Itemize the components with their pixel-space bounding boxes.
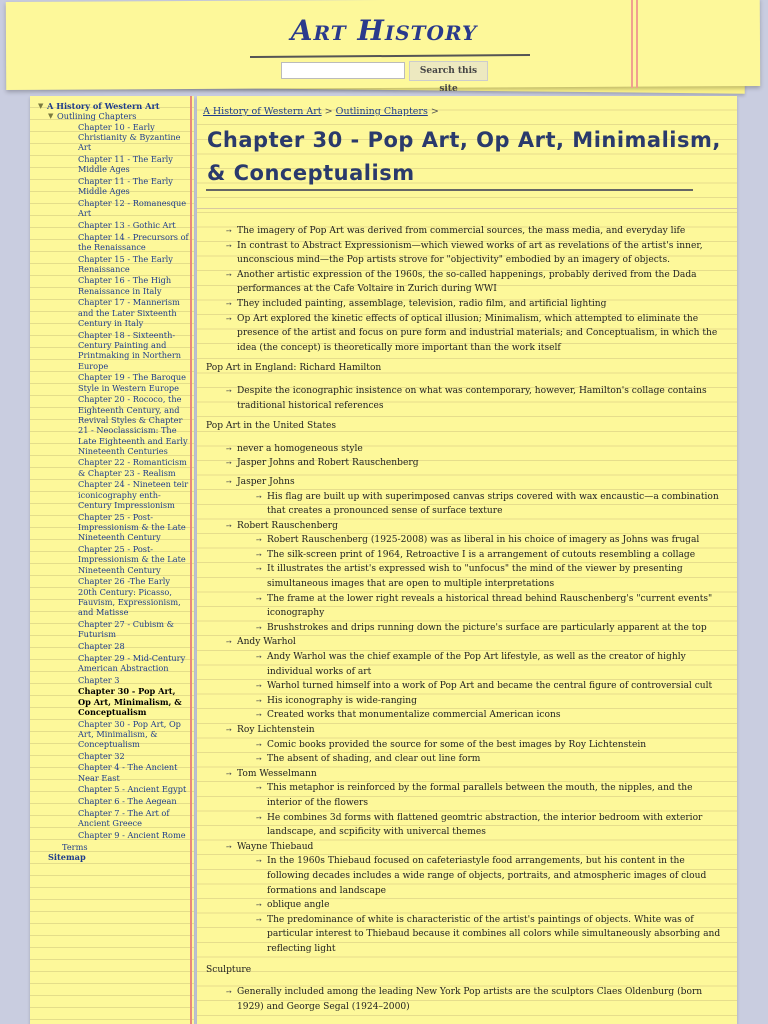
sidebar-item[interactable]: Chapter 13 - Gothic Art: [78, 219, 176, 230]
list-item: ➙ In contrast to Abstract Expressionism—which viewed works of art as revelations of the artist's inner, unconscious mind—the Pop artists strove for "objectivity" embodied by an imagery of objects.: [206, 239, 726, 268]
sidebar-item[interactable]: Chapter 4 - The Ancient Near East: [78, 762, 178, 783]
section-heading: Sculpture: [206, 964, 252, 975]
sub-item: ➙ His flag are built up with superimposed canvas strips covered with wax encaustic—a combination that creates a pronounced sense of surface texture: [206, 490, 726, 519]
sidebar-item[interactable]: Chapter 15 - The Early Renaissance: [78, 253, 173, 274]
sidebar-item[interactable]: Chapter 11 - The Early Middle Ages: [78, 153, 173, 175]
sidebar-item-current[interactable]: Chapter 30 - Pop Art, Op Art, Minimalism, & Conceptualism: [78, 686, 182, 717]
list-item: ➙ The imagery of Pop Art was derived from commercial sources, the mass media, and everyday life: [206, 224, 726, 239]
section-heading: Pop Art in England: Richard Hamilton: [206, 363, 382, 374]
expand-triangle-icon[interactable]: ▼: [48, 112, 54, 121]
title-rule: [206, 189, 693, 191]
nav-root[interactable]: ▼ A History of Western Art: [38, 101, 160, 111]
sub-item: ➙ The silk-screen print of 1964, Retroactive I is a arrangement of cutouts resembling a collage: [206, 548, 726, 563]
sidebar-item[interactable]: Chapter 3: [78, 674, 120, 685]
artist-name: ➙ Wayne Thiebaud: [206, 840, 726, 855]
sidebar-item[interactable]: Chapter 32: [78, 750, 125, 761]
sidebar-item[interactable]: Chapter 6 - The Aegean: [78, 796, 177, 807]
sidebar-item[interactable]: Chapter 30 - Pop Art, Op Art, Minimalism, & Conceptualism: [78, 718, 181, 750]
sub-item: ➙ The frame at the lower right reveals a historical thread behind Rauschenberg's "current events" iconography: [206, 592, 726, 621]
sidebar-sitemap[interactable]: Sitemap: [48, 851, 86, 862]
sidebar-item[interactable]: Chapter 22 - Romanticism & Chapter 23 - Realism: [78, 457, 187, 478]
list-item: ➙ Jasper Johns and Robert Rauschenberg: [206, 456, 726, 471]
sidebar-margin-line: [190, 96, 192, 1024]
sidebar-nav: [38, 101, 190, 862]
sidebar-terms[interactable]: Terms: [62, 841, 88, 852]
sub-item: ➙ This metaphor is reinforced by the formal parallels between the mouth, the nipples, and the interior of the flowers: [206, 781, 726, 810]
site-title[interactable]: Art History: [290, 14, 478, 47]
sidebar-item[interactable]: Chapter 20 - Rococo, the Eighteenth Century, and Revival Styles & Chapter 21 - Neoclassicism: The Late Eighteenth and Early Nineteenth Centuries: [78, 394, 188, 456]
artist-name: ➙ Roy Lichtenstein: [206, 723, 726, 738]
sidebar-item[interactable]: Chapter 27 - Cubism & Futurism: [78, 618, 174, 640]
artist-name: ➙ Tom Wesselmann: [206, 767, 726, 782]
sub-item: ➙ Brushstrokes and drips running down the picture's surface are particularly apparent at the top: [206, 621, 726, 636]
article-body: [206, 224, 726, 1014]
sub-item: ➙ The absent of shading, and clear out line form: [206, 752, 726, 767]
sub-item: ➙ He combines 3d forms with flattened geomtric abstraction, the interior bedroom with exterior landscape, and scpificity with univercal themes: [206, 811, 726, 840]
sidebar-item[interactable]: Chapter 24 - Nineteen teir iconicography enth-Century Impressionism: [78, 479, 189, 511]
sidebar-item[interactable]: Chapter 25 - Post-Impressionism & the Late Nineteenth Century: [78, 511, 186, 543]
breadcrumb-separator: >: [324, 106, 333, 117]
sub-item: ➙ The predominance of white is characteristic of the artist's paintings of objects. White was of particular interest to Thiebaud because it combines all colors while simultaneously absorbing and reflecting light: [206, 913, 726, 957]
sub-item: ➙ oblique angle: [206, 898, 726, 913]
list-item: ➙ never a homogeneous style: [206, 442, 726, 457]
sub-item: ➙ Robert Rauschenberg (1925-2008) was as liberal in his choice of imagery as Johns was frugal: [206, 533, 726, 548]
search-input[interactable]: [281, 62, 405, 79]
sub-item: ➙ Warhol turned himself into a work of Pop Art and became the central figure of controversial cult: [206, 679, 726, 694]
section-heading: Pop Art in the United States: [206, 421, 337, 432]
sidebar-item[interactable]: Chapter 25 - Post-Impressionism & the Late Nineteenth Century: [78, 544, 186, 575]
artist-name: ➙ Robert Rauschenberg: [206, 519, 726, 534]
breadcrumb-separator: >: [430, 106, 439, 117]
sidebar-item[interactable]: Chapter 14 - Precursors of the Renaissance: [78, 231, 189, 252]
sidebar-item[interactable]: Chapter 5 - Ancient Egypt: [78, 784, 187, 795]
list-item: ➙ They included painting, assemblage, television, radio film, and artificial lighting: [206, 297, 726, 312]
list-item: ➙ Another artistic expression of the 1960s, the so-called happenings, probably derived from the Dada performances at the Cafe Voltaire in Zurich during WWI: [206, 268, 726, 297]
sub-item: ➙ His iconography is wide-ranging: [206, 694, 726, 709]
breadcrumb-link[interactable]: A History of Western Art: [203, 106, 322, 117]
sidebar-item[interactable]: Chapter 11 - The Early Middle Ages: [78, 175, 173, 197]
sidebar-item[interactable]: Chapter 18 - Sixteenth-Century Painting and Printmaking in Northern Europe: [78, 329, 182, 371]
artist-name: ➙ Andy Warhol: [206, 635, 726, 650]
sub-item: ➙ It illustrates the artist's expressed wish to "unfocus" the mind of the viewer by presenting simultaneous images that are open to multiple interpretations: [206, 562, 726, 591]
list-item: ➙ Generally included among the leading New York Pop artists are the sculptors Claes Oldenburg (born 1929) and George Segal (1924–2000): [206, 985, 726, 1014]
divider: [197, 208, 737, 209]
artist-name: ➙ Jasper Johns: [206, 475, 726, 490]
expand-triangle-icon[interactable]: ▼: [38, 101, 44, 110]
search-button[interactable]: Search this site: [409, 61, 488, 81]
sidebar-item[interactable]: Chapter 17 - Mannerism and the Later Sixteenth Century in Italy: [78, 297, 180, 329]
sidebar-item[interactable]: Chapter 16 - The High Renaissance in Italy: [78, 275, 172, 296]
list-item: ➙ Op Art explored the kinetic effects of optical illusion; Minimalism, which attempted to eliminate the presence of the artist and focus on pure form and industrial materials; and Conceptualism, in which the idea (the concept) is theoretically more important than the work itself: [206, 312, 726, 356]
breadcrumb: [203, 106, 439, 117]
sub-item: ➙ Comic books provided the source for some of the best images by Roy Lichtenstein: [206, 738, 726, 753]
sidebar-item[interactable]: Chapter 7 - The Art of Ancient Greece: [78, 807, 170, 829]
sidebar-item[interactable]: Chapter 28: [78, 640, 125, 651]
nav-section[interactable]: ▼ Outlining Chapters: [48, 111, 137, 122]
sidebar-item[interactable]: Chapter 12 - Romanesque Art: [78, 197, 187, 219]
sub-item: ➙ Created works that monumentalize commercial American icons: [206, 708, 726, 723]
sub-item: ➙ Andy Warhol was the chief example of the Pop Art lifestyle, as well as the creator of highly individual works of art: [206, 650, 726, 679]
list-item: ➙ Despite the iconographic insistence on what was contemporary, however, Hamilton's collage contains traditional historical references: [206, 384, 726, 413]
sidebar-item[interactable]: Chapter 26 -The Early 20th Century: Picasso, Fauvism, Expressionism, and Matisse: [78, 576, 181, 618]
page-title: Chapter 30 - Pop Art, Op Art, Minimalism, & Conceptualism: [207, 128, 721, 185]
sidebar-item[interactable]: Chapter 19 - The Baroque Style in Western Europe: [78, 372, 186, 393]
sidebar-item[interactable]: Chapter 10 - Early Christianity & Byzantine Art: [78, 121, 181, 153]
sidebar-item[interactable]: Chapter 29 - Mid-Century American Abstraction: [78, 652, 186, 673]
sidebar-item[interactable]: Chapter 9 - Ancient Rome: [78, 829, 186, 840]
breadcrumb-link[interactable]: Outlining Chapters: [335, 106, 428, 117]
sub-item: ➙ In the 1960s Thiebaud focused on cafeteriastyle food arrangements, but his content in the following decades includes a wide range of objects, portraits, and atmospheric images of cloud formations and landscape: [206, 854, 726, 898]
